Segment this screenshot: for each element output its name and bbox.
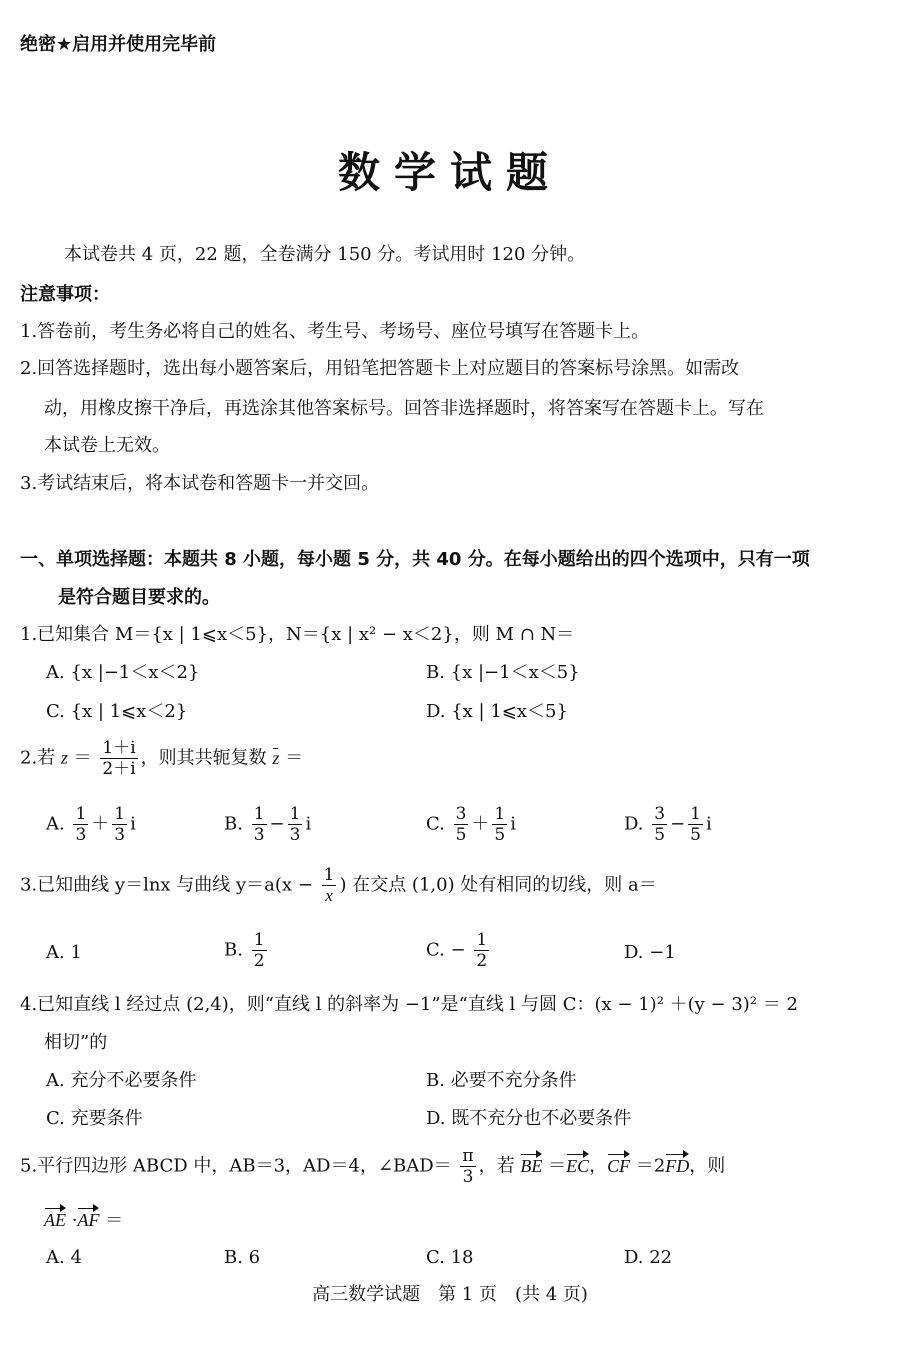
question-1-option-b: B. {x |−1＜x＜5} (426, 662, 580, 683)
page-footer: 高三数学试题 第 1 页 (共 4 页) (312, 1284, 588, 1305)
question-1-option-c: C. {x | 1⩽x＜2} (46, 701, 188, 722)
question-4-stem-line-2: 相切”的 (44, 1032, 108, 1053)
question-5-option-b: B. 6 (224, 1247, 261, 1268)
vector-cf: CF (607, 1155, 631, 1176)
question-5-option-d: D. 22 (624, 1247, 673, 1268)
question-5-option-a: A. 4 (46, 1247, 82, 1268)
question-5-stem-line-2: AE ·AF ＝ (44, 1210, 124, 1231)
exam-intro: 本试卷共 4 页，22 题，全卷满分 150 分。考试用时 120 分钟。 (64, 244, 586, 265)
question-4-option-c: C. 充要条件 (46, 1108, 143, 1129)
fraction: $\frac{1+i}{2+i}$ (102, 738, 136, 779)
vector-ec: EC (566, 1155, 590, 1176)
question-3-option-d: D. −1 (624, 942, 676, 963)
question-5-stem-line-1: 5.平行四边形 ABCD 中，AB＝3，AD＝4，∠BAD＝ $\frac{\pi}{3}$ ，若 BE ＝EC，CF ＝2FD，则 (20, 1146, 726, 1187)
question-5-option-c: C. 18 (426, 1247, 474, 1268)
question-1-option-a: A. {x |−1＜x＜2} (46, 662, 200, 683)
question-2-option-d: D. $\frac{3}{5}$ − $\frac{1}{5}$ i (624, 804, 712, 845)
note-item-2-line-3: 本试卷上无效。 (44, 435, 170, 456)
section-heading-line-1: 一、单项选择题：本题共 8 小题，每小题 5 分，共 40 分。在每小题给出的四个选项中，只有一项 (20, 549, 810, 570)
question-2-option-a: A. $\frac{1}{3}$ ＋ $\frac{1}{3}$ i (46, 804, 136, 845)
question-1-option-d: D. {x | 1⩽x＜5} (426, 701, 568, 722)
note-item-2-line-1: 2.回答选择题时，选出每小题答案后，用铅笔把答题卡上对应题目的答案标号涂黑。如需改 (20, 358, 740, 379)
question-4-option-d: D. 既不充分也不必要条件 (426, 1108, 632, 1129)
vector-be: BE (520, 1155, 543, 1176)
vector-fd: FD (665, 1155, 690, 1176)
question-3-option-b: B. $\frac{1}{2}$ (224, 930, 265, 971)
question-2-option-b: B. $\frac{1}{3}$ − $\frac{1}{3}$ i (224, 804, 312, 845)
note-item-3: 3.考试结束后，将本试卷和答题卡一并交回。 (20, 473, 380, 494)
question-1-stem: 1.已知集合 M＝{x | 1⩽x＜5}，N＝{x | x² − x＜2}，则 M ∩ N＝ (20, 624, 575, 645)
note-item-2-line-2: 动，用橡皮擦干净后，再选涂其他答案标号。回答非选择题时，将答案写在答题卡上。写在 (44, 398, 764, 419)
note-item-1: 1.答卷前，考生务必将自己的姓名、考生号、考场号、座位号填写在答题卡上。 (20, 321, 650, 342)
question-4-stem-line-1: 4.已知直线 l 经过点 (2,4)，则“直线 l 的斜率为 −1”是“直线 l 与圆 C：(x − 1)² ＋(y − 3)² ＝ 2 (20, 994, 798, 1015)
question-2-option-c: C. $\frac{3}{5}$ ＋ $\frac{1}{5}$ i (426, 804, 517, 845)
question-3-option-c: C. − $\frac{1}{2}$ (426, 930, 488, 971)
vector-ae: AE (44, 1210, 66, 1230)
secret-mark: 绝密★启用并使用完毕前 (20, 34, 217, 55)
section-heading-line-2: 是符合题目要求的。 (58, 587, 220, 608)
fraction: $\frac{\pi}{3}$ (462, 1146, 474, 1187)
vector-af: AF (77, 1210, 100, 1230)
question-4-option-b: B. 必要不充分条件 (426, 1070, 577, 1091)
notes-heading: 注意事项： (20, 284, 110, 305)
question-2-stem: 2.若 z ＝ $\frac{1+i}{2+i}$ ，则其共轭复数 z ＝ (20, 738, 304, 779)
question-3-option-a: A. 1 (46, 942, 82, 963)
page-title: 数学试题 (337, 148, 562, 197)
question-3-stem: 3.已知曲线 y＝lnx 与曲线 y＝a(x − $\frac{1}{x}$ ) 在交点 (1,0) 处有相同的切线，则 a＝ (20, 865, 657, 905)
question-4-option-a: A. 充分不必要条件 (46, 1070, 197, 1091)
fraction: $\frac{1}{x}$ (323, 865, 335, 905)
